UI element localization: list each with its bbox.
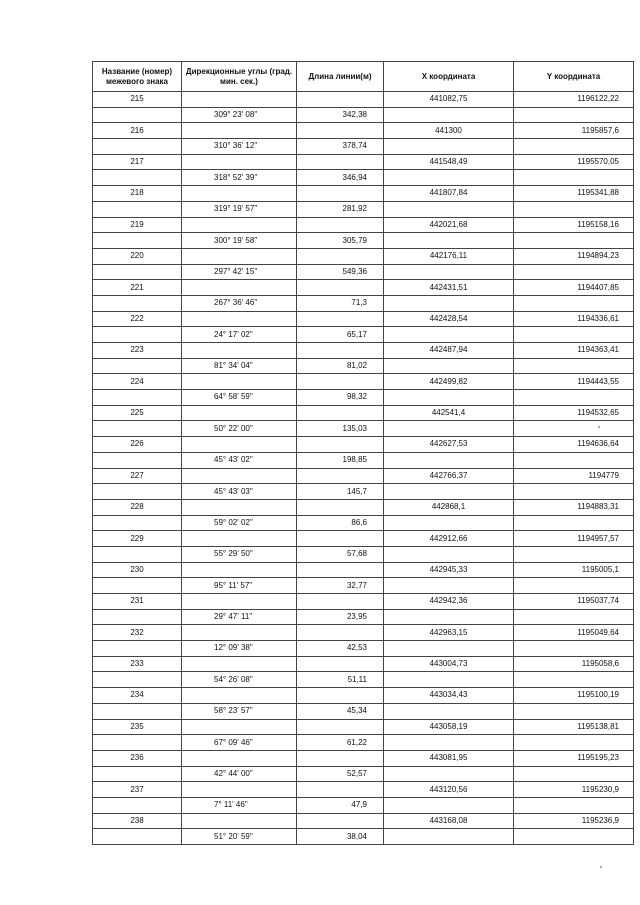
- empty-cell: [514, 390, 634, 406]
- empty-cell: [514, 107, 634, 123]
- point-name: 220: [93, 248, 182, 264]
- table-row-point: [93, 594, 634, 610]
- direction-angle: 297° 42' 15": [182, 264, 297, 280]
- x-coordinate: 442428,54: [384, 311, 514, 327]
- table-row-line: [93, 421, 634, 437]
- point-name: 222: [93, 311, 182, 327]
- table-row-line: [93, 390, 634, 406]
- direction-angle: 300° 19' 58": [182, 233, 297, 249]
- table-row-line: [93, 609, 634, 625]
- empty-cell: [93, 515, 182, 531]
- empty-cell: [182, 374, 297, 390]
- line-length: 45,34: [297, 703, 384, 719]
- table-row-point: [93, 280, 634, 296]
- empty-cell: [384, 201, 514, 217]
- table-row-point: [93, 154, 634, 170]
- table-row-point: [93, 468, 634, 484]
- empty-cell: [182, 719, 297, 735]
- empty-cell: [182, 92, 297, 108]
- empty-cell: [182, 656, 297, 672]
- empty-cell: [93, 766, 182, 782]
- empty-cell: [182, 468, 297, 484]
- table-row-point: [93, 782, 634, 798]
- direction-angle: 12° 09' 38": [182, 641, 297, 657]
- empty-cell: [93, 170, 182, 186]
- empty-cell: [182, 562, 297, 578]
- empty-cell: [182, 217, 297, 233]
- empty-cell: [182, 311, 297, 327]
- point-name: 237: [93, 782, 182, 798]
- empty-cell: [514, 578, 634, 594]
- empty-cell: [297, 625, 384, 641]
- y-coordinate: 1194407,85: [514, 280, 634, 296]
- empty-cell: [93, 390, 182, 406]
- x-coordinate: 442945,33: [384, 562, 514, 578]
- empty-cell: [384, 829, 514, 845]
- x-coordinate: 443058,19: [384, 719, 514, 735]
- point-name: 219: [93, 217, 182, 233]
- empty-cell: [384, 797, 514, 813]
- empty-cell: [297, 405, 384, 421]
- table-row-point: [93, 625, 634, 641]
- table-row-point: [93, 311, 634, 327]
- empty-cell: [93, 201, 182, 217]
- empty-cell: [297, 562, 384, 578]
- empty-cell: [384, 452, 514, 468]
- table-row-point: [93, 531, 634, 547]
- y-coordinate: 1195058,6: [514, 656, 634, 672]
- empty-cell: [514, 170, 634, 186]
- empty-cell: [93, 829, 182, 845]
- table-row-line: [93, 139, 634, 155]
- line-length: 81,02: [297, 358, 384, 374]
- empty-cell: [297, 594, 384, 610]
- table-row-point: [93, 437, 634, 453]
- table-row-point: [93, 248, 634, 264]
- point-name: 223: [93, 343, 182, 359]
- header-point-name: Название (номер) межевого знака: [93, 62, 182, 92]
- empty-cell: [182, 437, 297, 453]
- empty-cell: [182, 154, 297, 170]
- x-coordinate: 442942,36: [384, 594, 514, 610]
- table-row-point: [93, 562, 634, 578]
- empty-cell: [93, 295, 182, 311]
- x-coordinate: 442499,82: [384, 374, 514, 390]
- empty-cell: [297, 374, 384, 390]
- empty-cell: [182, 782, 297, 798]
- empty-cell: [182, 343, 297, 359]
- x-coordinate: 441548,49: [384, 154, 514, 170]
- empty-cell: [297, 343, 384, 359]
- empty-cell: [514, 766, 634, 782]
- point-name: 226: [93, 437, 182, 453]
- point-name: 215: [93, 92, 182, 108]
- empty-cell: [182, 531, 297, 547]
- empty-cell: [297, 123, 384, 139]
- direction-angle: 64° 58' 59": [182, 390, 297, 406]
- line-length: 378,74: [297, 139, 384, 155]
- table-row-line: [93, 546, 634, 562]
- line-length: 135,03: [297, 421, 384, 437]
- header-x-coordinate: X координата: [384, 62, 514, 92]
- empty-cell: [297, 782, 384, 798]
- direction-angle: 54° 26' 08": [182, 672, 297, 688]
- y-coordinate: 1195158,16: [514, 217, 634, 233]
- line-length: 305,79: [297, 233, 384, 249]
- empty-cell: [384, 609, 514, 625]
- table-header-row: [93, 62, 634, 92]
- table-row-line: [93, 672, 634, 688]
- empty-cell: [514, 295, 634, 311]
- empty-cell: [384, 390, 514, 406]
- empty-cell: [514, 421, 634, 437]
- x-coordinate: 442021,68: [384, 217, 514, 233]
- x-coordinate: 442912,66: [384, 531, 514, 547]
- x-coordinate: 442431,51: [384, 280, 514, 296]
- empty-cell: [93, 327, 182, 343]
- empty-cell: [514, 233, 634, 249]
- empty-cell: [514, 201, 634, 217]
- line-length: 145,7: [297, 484, 384, 500]
- empty-cell: [384, 703, 514, 719]
- point-name: 229: [93, 531, 182, 547]
- empty-cell: [514, 327, 634, 343]
- line-length: 98,32: [297, 390, 384, 406]
- x-coordinate: 443081,95: [384, 750, 514, 766]
- empty-cell: [514, 139, 634, 155]
- x-coordinate: 441300: [384, 123, 514, 139]
- empty-cell: [182, 625, 297, 641]
- y-coordinate: 1195005,1: [514, 562, 634, 578]
- y-coordinate: 1194883,31: [514, 499, 634, 515]
- empty-cell: [297, 248, 384, 264]
- empty-cell: [182, 248, 297, 264]
- empty-cell: [93, 358, 182, 374]
- empty-cell: [384, 735, 514, 751]
- table-row-line: [93, 578, 634, 594]
- point-name: 216: [93, 123, 182, 139]
- empty-cell: [297, 186, 384, 202]
- direction-angle: 318° 52' 39": [182, 170, 297, 186]
- y-coordinate: 1195236,9: [514, 813, 634, 829]
- empty-cell: [384, 295, 514, 311]
- empty-cell: [93, 609, 182, 625]
- empty-cell: [297, 813, 384, 829]
- empty-cell: [514, 264, 634, 280]
- empty-cell: [93, 264, 182, 280]
- empty-cell: [297, 92, 384, 108]
- x-coordinate: 442176,11: [384, 248, 514, 264]
- table-row-point: [93, 656, 634, 672]
- empty-cell: [384, 421, 514, 437]
- y-coordinate: 1194363,41: [514, 343, 634, 359]
- line-length: 71,3: [297, 295, 384, 311]
- empty-cell: [514, 641, 634, 657]
- empty-cell: [182, 688, 297, 704]
- x-coordinate: 443034,43: [384, 688, 514, 704]
- table-body: [93, 92, 634, 845]
- point-name: 228: [93, 499, 182, 515]
- table-row-point: [93, 123, 634, 139]
- line-length: 549,36: [297, 264, 384, 280]
- line-length: 32,77: [297, 578, 384, 594]
- table-row-line: [93, 797, 634, 813]
- point-name: 236: [93, 750, 182, 766]
- empty-cell: [182, 186, 297, 202]
- empty-cell: [514, 452, 634, 468]
- direction-angle: 67° 09' 46": [182, 735, 297, 751]
- x-coordinate: 441807,84: [384, 186, 514, 202]
- y-coordinate: 1195100,19: [514, 688, 634, 704]
- line-length: 23,95: [297, 609, 384, 625]
- empty-cell: [297, 688, 384, 704]
- empty-cell: [93, 421, 182, 437]
- y-coordinate: 1195570,05: [514, 154, 634, 170]
- empty-cell: [182, 750, 297, 766]
- y-coordinate: 1195857,6: [514, 123, 634, 139]
- direction-angle: 319° 19' 57": [182, 201, 297, 217]
- header-y-coordinate: Y координата: [514, 62, 634, 92]
- empty-cell: [297, 217, 384, 233]
- empty-cell: [384, 672, 514, 688]
- empty-cell: [297, 719, 384, 735]
- empty-cell: [384, 484, 514, 500]
- table-row-line: [93, 829, 634, 845]
- empty-cell: [514, 609, 634, 625]
- x-coordinate: 443004,73: [384, 656, 514, 672]
- empty-cell: [93, 735, 182, 751]
- empty-cell: [297, 499, 384, 515]
- empty-cell: [297, 280, 384, 296]
- direction-angle: 59° 02' 02": [182, 515, 297, 531]
- direction-angle: 55° 29' 50": [182, 546, 297, 562]
- empty-cell: [384, 264, 514, 280]
- empty-cell: [182, 594, 297, 610]
- empty-cell: [93, 578, 182, 594]
- x-coordinate: 443120,56: [384, 782, 514, 798]
- empty-cell: [514, 484, 634, 500]
- empty-cell: [93, 672, 182, 688]
- empty-cell: [93, 641, 182, 657]
- empty-cell: [514, 515, 634, 531]
- table-row-point: [93, 688, 634, 704]
- boundary-coordinates-table: [92, 61, 634, 845]
- table-row-point: [93, 92, 634, 108]
- empty-cell: [384, 139, 514, 155]
- empty-cell: [514, 672, 634, 688]
- point-name: 238: [93, 813, 182, 829]
- point-name: 232: [93, 625, 182, 641]
- point-name: 235: [93, 719, 182, 735]
- x-coordinate: 442541,4: [384, 405, 514, 421]
- empty-cell: [93, 233, 182, 249]
- y-coordinate: 1194957,57: [514, 531, 634, 547]
- line-length: 342,38: [297, 107, 384, 123]
- empty-cell: [384, 515, 514, 531]
- line-length: 38,04: [297, 829, 384, 845]
- empty-cell: [182, 405, 297, 421]
- empty-cell: [384, 546, 514, 562]
- line-length: 198,85: [297, 452, 384, 468]
- point-name: 233: [93, 656, 182, 672]
- x-coordinate: 441082,75: [384, 92, 514, 108]
- empty-cell: [93, 546, 182, 562]
- table-row-point: [93, 217, 634, 233]
- table-row-line: [93, 766, 634, 782]
- x-coordinate: 442868,1: [384, 499, 514, 515]
- table-row-point: [93, 186, 634, 202]
- y-coordinate: 1195049,64: [514, 625, 634, 641]
- empty-cell: [297, 468, 384, 484]
- empty-cell: [384, 170, 514, 186]
- point-name: 227: [93, 468, 182, 484]
- empty-cell: [384, 358, 514, 374]
- empty-cell: [384, 107, 514, 123]
- y-coordinate: 1194636,64: [514, 437, 634, 453]
- x-coordinate: 442963,15: [384, 625, 514, 641]
- empty-cell: [514, 546, 634, 562]
- y-coordinate: 1195138,81: [514, 719, 634, 735]
- y-coordinate: 1194532,65: [514, 405, 634, 421]
- table-row-line: [93, 484, 634, 500]
- empty-cell: [384, 327, 514, 343]
- empty-cell: [93, 139, 182, 155]
- table-row-line: [93, 703, 634, 719]
- empty-cell: [297, 311, 384, 327]
- direction-angle: 7° 11' 46": [182, 797, 297, 813]
- x-coordinate: 443168,08: [384, 813, 514, 829]
- y-coordinate: 1195341,88: [514, 186, 634, 202]
- direction-angle: 50° 22' 00": [182, 421, 297, 437]
- table-row-point: [93, 374, 634, 390]
- table-row-line: [93, 201, 634, 217]
- table-row-point: [93, 750, 634, 766]
- table-row-line: [93, 641, 634, 657]
- x-coordinate: 442487,94: [384, 343, 514, 359]
- table-row-line: [93, 452, 634, 468]
- empty-cell: [93, 107, 182, 123]
- empty-cell: [297, 750, 384, 766]
- direction-angle: 51° 20' 59": [182, 829, 297, 845]
- point-name: 221: [93, 280, 182, 296]
- line-length: 281,92: [297, 201, 384, 217]
- empty-cell: [297, 154, 384, 170]
- table-row-point: [93, 719, 634, 735]
- table-row-line: [93, 327, 634, 343]
- line-length: 42,53: [297, 641, 384, 657]
- empty-cell: [93, 703, 182, 719]
- point-name: 231: [93, 594, 182, 610]
- y-coordinate: 1194443,55: [514, 374, 634, 390]
- x-coordinate: 442627,53: [384, 437, 514, 453]
- line-length: 47,9: [297, 797, 384, 813]
- point-name: 218: [93, 186, 182, 202]
- direction-angle: 45° 43' 02": [182, 452, 297, 468]
- y-coordinate: 1195037,74: [514, 594, 634, 610]
- table-row-point: [93, 813, 634, 829]
- line-length: 57,68: [297, 546, 384, 562]
- empty-cell: [297, 437, 384, 453]
- empty-cell: [514, 703, 634, 719]
- y-coordinate: 1194894,23: [514, 248, 634, 264]
- direction-angle: 45° 43' 03": [182, 484, 297, 500]
- line-length: 65,17: [297, 327, 384, 343]
- table-row-line: [93, 515, 634, 531]
- empty-cell: [514, 358, 634, 374]
- y-coordinate: 1195230,9: [514, 782, 634, 798]
- empty-cell: [182, 813, 297, 829]
- empty-cell: [297, 531, 384, 547]
- empty-cell: [514, 829, 634, 845]
- empty-cell: [182, 280, 297, 296]
- point-name: 230: [93, 562, 182, 578]
- table-row-line: [93, 264, 634, 280]
- direction-angle: 58° 23' 57": [182, 703, 297, 719]
- x-coordinate: 442766,37: [384, 468, 514, 484]
- line-length: 52,57: [297, 766, 384, 782]
- empty-cell: [93, 452, 182, 468]
- empty-cell: [384, 578, 514, 594]
- y-coordinate: 1194336,61: [514, 311, 634, 327]
- scan-speck: [598, 426, 600, 428]
- empty-cell: [182, 499, 297, 515]
- empty-cell: [297, 656, 384, 672]
- empty-cell: [514, 797, 634, 813]
- empty-cell: [384, 641, 514, 657]
- direction-angle: 42° 44' 00": [182, 766, 297, 782]
- scan-speck: [600, 866, 602, 868]
- line-length: 86,6: [297, 515, 384, 531]
- direction-angle: 29° 47' 11": [182, 609, 297, 625]
- direction-angle: 267° 36' 46": [182, 295, 297, 311]
- empty-cell: [93, 797, 182, 813]
- point-name: 217: [93, 154, 182, 170]
- table-row-point: [93, 343, 634, 359]
- empty-cell: [384, 233, 514, 249]
- line-length: 61,22: [297, 735, 384, 751]
- table-row-line: [93, 295, 634, 311]
- table-row-line: [93, 107, 634, 123]
- point-name: 225: [93, 405, 182, 421]
- direction-angle: 310° 36' 12": [182, 139, 297, 155]
- empty-cell: [514, 735, 634, 751]
- point-name: 234: [93, 688, 182, 704]
- table-row-point: [93, 499, 634, 515]
- header-direction-angle: Дирекционные углы (град. мин. сек.): [182, 62, 297, 92]
- header-line-length: Длина линии(м): [297, 62, 384, 92]
- point-name: 224: [93, 374, 182, 390]
- empty-cell: [93, 484, 182, 500]
- boundary-table-page: [92, 61, 634, 845]
- y-coordinate: 1195195,23: [514, 750, 634, 766]
- direction-angle: 95° 11' 57": [182, 578, 297, 594]
- y-coordinate: 1194779: [514, 468, 634, 484]
- table-row-line: [93, 233, 634, 249]
- table-row-line: [93, 170, 634, 186]
- empty-cell: [384, 766, 514, 782]
- empty-cell: [182, 123, 297, 139]
- direction-angle: 24° 17' 02": [182, 327, 297, 343]
- y-coordinate: 1196122,22: [514, 92, 634, 108]
- table-row-point: [93, 405, 634, 421]
- line-length: 51,11: [297, 672, 384, 688]
- line-length: 346,94: [297, 170, 384, 186]
- table-row-line: [93, 358, 634, 374]
- direction-angle: 309° 23' 08": [182, 107, 297, 123]
- table-row-line: [93, 735, 634, 751]
- direction-angle: 81° 34' 04": [182, 358, 297, 374]
